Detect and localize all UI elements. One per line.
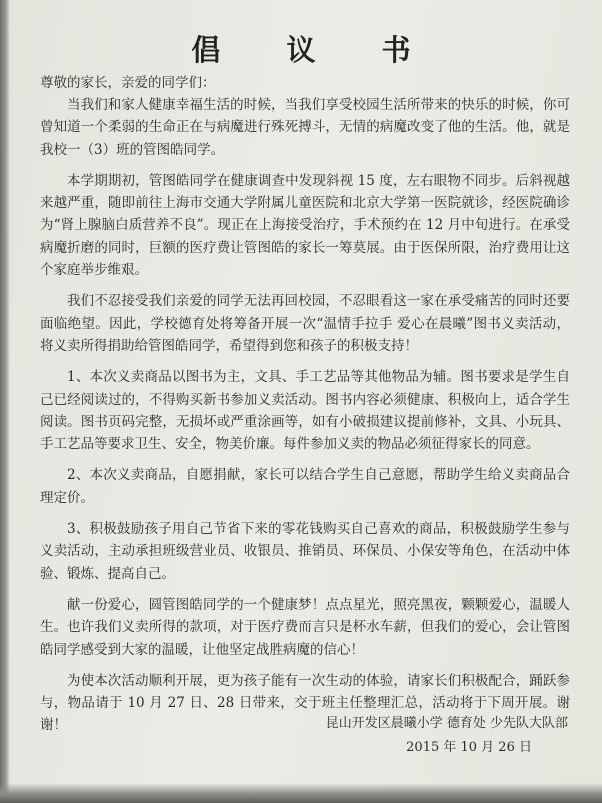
paragraph-intro: 当我们和家人健康幸福生活的时候，当我们享受校园生活所带来的快乐的时候，你可曾知道一个柔弱的生命正在与病魔进行殊死搏斗，无情的病魔改变了他的生活。他，就是我校一（3）班的管图皓同学。 <box>40 97 570 158</box>
document-body <box>40 94 570 746</box>
page-shadow-bottom <box>0 783 602 803</box>
signature-org: 昆山开发区晨曦小学 德育处 少先队大队部 <box>325 716 568 731</box>
paragraph-item-3: 3、积极鼓励孩子用自己节省下来的零花钱购买自己喜欢的商品，积极鼓励学生参与义卖活动，主动承担班级营业员、收银员、推销员、环保员、小保安等角色，在活动中体验、锻炼、提高自己。 <box>40 521 570 582</box>
paragraph-item-2: 2、本次义卖商品，自愿捐献，家长可以结合学生自己意愿，帮助学生给义卖商品合理定价。 <box>40 467 570 506</box>
paragraph-closing: 为使本次活动顺利开展，更为孩子能有一次生动的体验，请家长们积极配合，踊跃参与，物品请于 10 月 27 日、28 日带来，交于班主任整理汇总，活动将于下周开展。谢谢！ <box>40 672 570 734</box>
paragraph-diagnosis: 本学期期初，管图皓同学在健康调查中发现斜视 15 度，左右眼物不同步。后斜视越来越严重，随即前往上海市交通大学附属儿童医院和北京大学第一医院就诊，经医院确诊为“肾上腺脑白质营养不良”。现正在上海接受治疗，手术预约在 12 月中旬进行。在承受病魔折磨的同时，巨额的医疗费让管图皓的家长一筹莫展。由于医保所限，治疗费用让这个家庭举步维艰。 <box>40 172 570 279</box>
document-title: 倡 议 书 <box>191 33 439 67</box>
paragraph-item-1: 1、本次义卖商品以图书为主，文具、手工艺品等其他物品为辅。图书要求是学生自己已经阅读过的，不得购买新书参加义卖活动。图书内容必须健康、积极向上，适合学生阅读。图书页码完整，无损坏或严重涂画等，如有小破损建议提前修补，文具、小玩具、手工艺品等要求卫生、安全，物美价廉。每件参加义卖的物品必须征得家长的同意。 <box>40 369 570 453</box>
paragraph-event: 我们不忍接受我们亲爱的同学无法再回校园，不忍眼看这一家在承受痛苦的同时还要面临绝望。因此，学校德育处将筹备开展一次“温情手拉手 爱心在晨曦”图书义卖活动，将义卖所得捐助给管图皓同学，希望得到您和孩子的积极支持！ <box>40 293 570 354</box>
signature-date: 2015 年 10 月 26 日 <box>406 740 532 755</box>
page-shadow-left <box>0 0 10 803</box>
paragraph-appeal: 献一份爱心，圆管图皓同学的一个健康梦！点点星光，照亮黑夜，颗颗爱心，温暖人生。也许我们义卖所得的款项，对于医疗费而言只是杯水车薪，但我们的爱心，会让管图皓同学感受到大家的温暖，让他坚定战胜病魔的信心！ <box>40 596 570 658</box>
salutation: 尊敬的家长，亲爱的同学们： <box>40 75 216 91</box>
signature-block <box>326 712 568 760</box>
